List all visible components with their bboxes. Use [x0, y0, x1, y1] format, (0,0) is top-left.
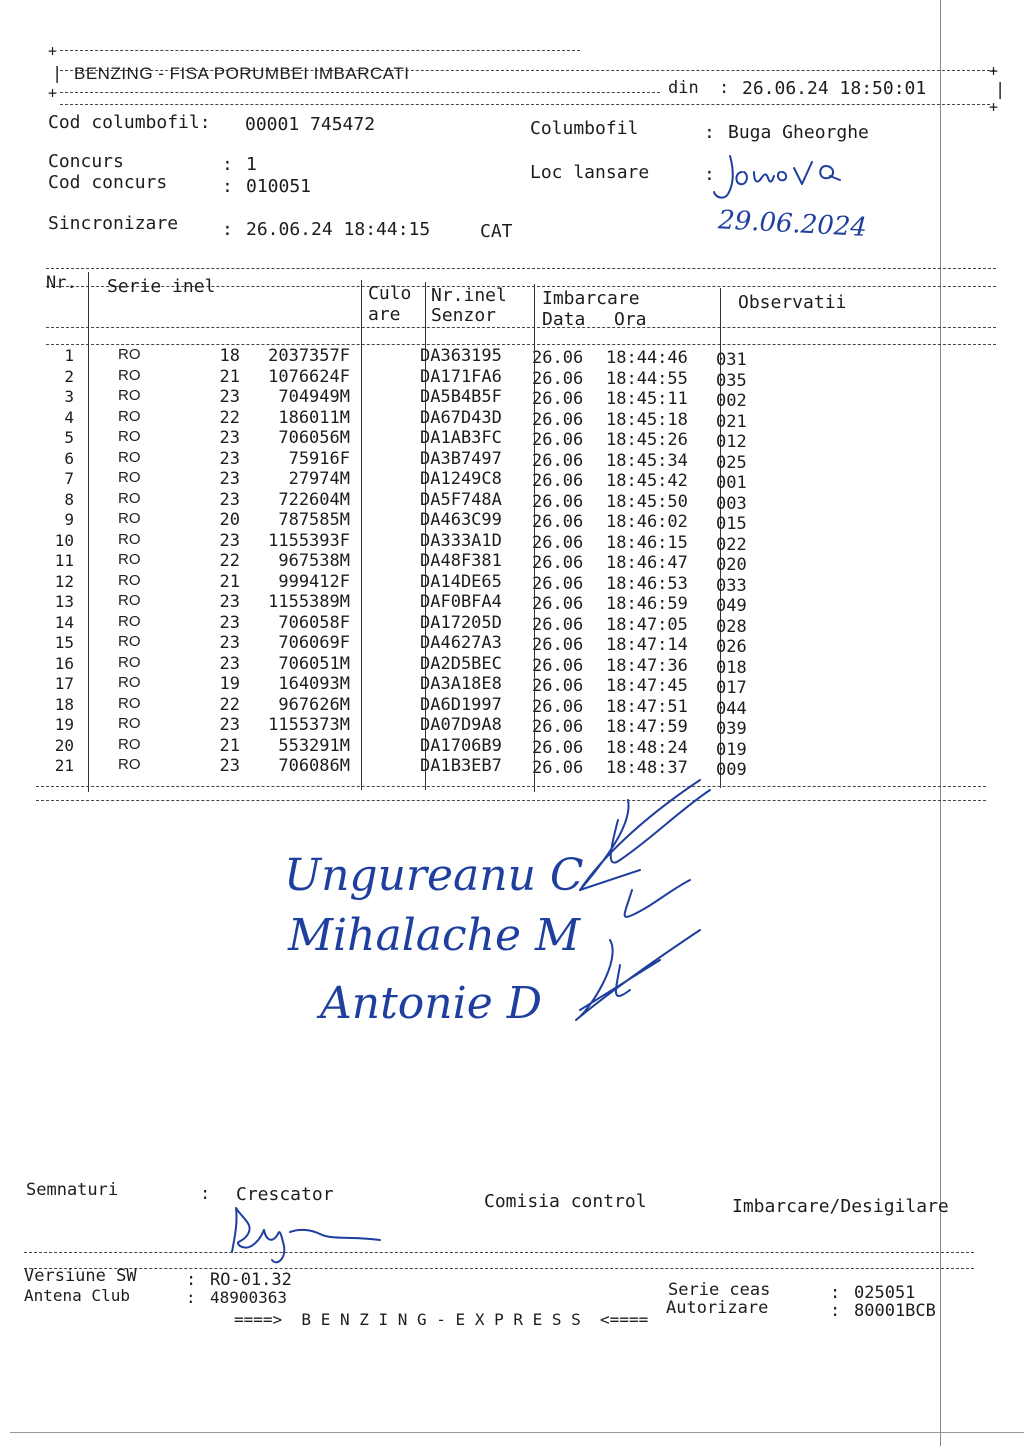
boarding-date: 26.06 [532, 450, 584, 471]
observation: 002 [716, 391, 747, 411]
sensor-id: DA3B7497 [420, 448, 502, 469]
row-number: 12 [54, 571, 74, 591]
observation: 022 [716, 534, 747, 555]
boarding-date: 26.06 [532, 655, 584, 676]
ring-country: RO [118, 469, 141, 486]
observation: 035 [716, 370, 747, 391]
ring-year: 23 [219, 489, 240, 510]
ring-serial: 722604M [278, 489, 350, 510]
boarding-date: 26.06 [532, 389, 584, 409]
cod-concurs-label: Cod concurs [48, 172, 168, 193]
boarding-time: 18:45:11 [606, 389, 688, 409]
date-value: 26.06.24 18:50:01 [742, 78, 927, 99]
boarding-time: 18:45:26 [606, 430, 688, 450]
sincronizare-tz: CAT [480, 221, 513, 242]
boarding-date: 26.06 [532, 676, 584, 696]
page-title: BENZING - FISA PORUMBEI IMBARCATI [74, 64, 410, 83]
ring-serial: 706058F [278, 612, 350, 633]
row-number: 5 [64, 428, 74, 447]
sensor-id: DA1B3EB7 [420, 756, 502, 776]
ring-country: RO [118, 366, 141, 384]
ring-year: 23 [219, 448, 240, 469]
sensor-id: DA4627A3 [420, 633, 502, 653]
row-number: 21 [54, 756, 74, 775]
antena-label: Antena Club [24, 1286, 130, 1305]
ring-country: RO [118, 612, 141, 630]
ring-serial: 706051M [278, 653, 350, 674]
ring-year: 22 [219, 551, 240, 571]
page-bottom-line [10, 1432, 1024, 1433]
ring-year: 20 [219, 510, 240, 530]
versiune-colon: : [186, 1270, 197, 1290]
boarding-time: 18:47:45 [606, 676, 688, 696]
boarding-date: 26.06 [532, 553, 584, 573]
commission-name-1: Ungureanu C [284, 850, 584, 901]
row-number: 14 [54, 612, 74, 632]
date-label: din [668, 78, 699, 98]
boarding-time: 18:46:47 [606, 553, 688, 573]
ring-serial: 1155373M [268, 715, 350, 735]
boarding-time: 18:47:05 [606, 614, 688, 635]
ring-country: RO [118, 694, 141, 712]
ring-year: 21 [219, 366, 240, 387]
table-row [0, 571, 1024, 596]
boarding-time: 18:46:53 [606, 573, 688, 594]
cod-concurs-value: 010051 [246, 176, 312, 197]
boarding-time: 18:47:59 [606, 717, 688, 737]
footer-divider [24, 1252, 974, 1253]
sensor-id: DA67D43D [420, 407, 502, 428]
autorizare-colon: : [830, 1301, 841, 1321]
observation: 020 [716, 555, 747, 575]
ring-year: 23 [219, 756, 240, 776]
col-observatii-header: Observatii [738, 292, 847, 313]
ring-serial: 704949M [278, 387, 350, 407]
semnaturi-colon: : [200, 1184, 211, 1204]
sensor-id: DA07D9A8 [420, 715, 502, 735]
sensor-id: DA48F381 [420, 551, 502, 571]
row-number: 18 [54, 694, 74, 714]
ring-serial: 706086M [278, 756, 350, 776]
row-number: 1 [64, 346, 74, 365]
sensor-id: DAF0BFA4 [420, 592, 502, 612]
ring-country: RO [118, 428, 141, 445]
boarding-date: 26.06 [532, 635, 584, 655]
autorizare-label: Autorizare [666, 1298, 769, 1318]
ring-serial: 186011M [278, 407, 350, 428]
sensor-id: DA6D1997 [420, 694, 502, 715]
imbarcare-desigilare-label: Imbarcare/Desigilare [732, 1196, 949, 1217]
serie-ceas-label: Serie ceas [668, 1280, 771, 1300]
ring-serial: 967538M [278, 551, 350, 571]
boarding-date: 26.06 [532, 491, 584, 512]
ring-year: 23 [219, 530, 240, 551]
loc-lansare-label: Loc lansare [530, 162, 650, 183]
cod-columbofil-label: Cod columbofil: [48, 112, 211, 133]
footer-divider [24, 1268, 974, 1269]
ring-serial: 999412F [278, 571, 350, 592]
col-senzor-header-1: Nr.inel [431, 285, 507, 306]
observation: 009 [716, 760, 747, 780]
ring-year: 23 [219, 612, 240, 633]
table-row [0, 346, 1024, 370]
observation: 026 [716, 637, 747, 657]
ring-serial: 1076624F [268, 366, 350, 387]
boarding-date: 26.06 [532, 409, 584, 430]
boarding-time: 18:44:55 [606, 368, 688, 389]
col-culoare-header-2: are [368, 304, 401, 325]
boarding-date: 26.06 [532, 573, 584, 594]
observation: 015 [716, 514, 747, 534]
sincronizare-value: 26.06.24 18:44:15 [246, 219, 431, 240]
observation: 044 [716, 698, 747, 719]
boarding-date: 26.06 [532, 614, 584, 635]
concurs-colon: : [222, 154, 233, 175]
corner-mark: + [989, 98, 999, 116]
autorizare-value: 80001BCB [854, 1301, 936, 1321]
boarding-date: 26.06 [532, 348, 584, 368]
observation: 049 [716, 596, 747, 616]
boarding-time: 18:45:18 [606, 409, 688, 430]
serie-ceas-colon: : [830, 1283, 841, 1303]
boarding-time: 18:46:59 [606, 594, 688, 614]
columbofil-colon: : [704, 122, 715, 143]
sensor-id: DA2D5BEC [420, 653, 502, 674]
comisia-label: Comisia control [484, 1191, 647, 1212]
ring-country: RO [118, 715, 141, 732]
ring-country: RO [118, 592, 141, 609]
table-row [0, 469, 1024, 493]
date-colon: : [719, 78, 730, 98]
ring-serial: 27974M [288, 469, 350, 489]
boarding-time: 18:47:36 [606, 655, 688, 676]
boarding-date: 26.06 [532, 758, 584, 778]
row-number: 17 [54, 674, 74, 693]
crescator-label: Crescator [236, 1184, 334, 1205]
table-row [0, 551, 1024, 575]
loc-lansare-colon: : [704, 164, 715, 185]
observation: 031 [716, 350, 747, 370]
columbofil-value: Buga Gheorghe [728, 122, 869, 143]
col-serie-header: Serie inel [107, 276, 216, 297]
table-row [0, 612, 1024, 637]
ring-year: 21 [219, 735, 240, 756]
table-row [0, 510, 1024, 534]
ring-year: 23 [219, 387, 240, 407]
ring-year: 23 [219, 428, 240, 448]
ring-country: RO [118, 653, 141, 671]
serie-ceas-value: 025051 [854, 1283, 916, 1303]
handwritten-location-date [690, 150, 920, 250]
observation: 021 [716, 411, 747, 432]
row-number: 8 [64, 489, 74, 509]
col-imbarcare-header: Imbarcare [542, 288, 640, 309]
ring-year: 23 [219, 715, 240, 735]
ring-country: RO [118, 510, 141, 527]
boarding-date: 26.06 [532, 430, 584, 450]
table-row [0, 653, 1024, 678]
observation: 003 [716, 493, 747, 514]
ring-country: RO [118, 756, 141, 773]
border-mark: | [52, 64, 63, 84]
table-row [0, 715, 1024, 739]
corner-mark: + [48, 42, 58, 60]
sensor-id: DA333A1D [420, 530, 502, 551]
row-number: 16 [54, 653, 74, 673]
observation: 018 [716, 657, 747, 678]
commission-name-3: Antonie D [320, 978, 542, 1029]
ring-year: 19 [219, 674, 240, 694]
table-row [0, 407, 1024, 432]
boarding-time: 18:47:51 [606, 696, 688, 717]
row-number: 9 [64, 510, 74, 529]
boarding-date: 26.06 [532, 696, 584, 717]
observation: 039 [716, 719, 747, 739]
ring-country: RO [118, 633, 141, 650]
ring-country: RO [118, 551, 141, 568]
sensor-id: DA171FA6 [420, 366, 502, 387]
ring-country: RO [118, 674, 141, 691]
boarding-time: 18:45:50 [606, 491, 688, 512]
ring-year: 18 [219, 346, 240, 366]
sensor-id: DA3A18E8 [420, 674, 502, 694]
ring-year: 23 [219, 469, 240, 489]
table-row [0, 489, 1024, 514]
table-row [0, 674, 1024, 698]
sensor-id: DA14DE65 [420, 571, 502, 592]
antena-colon: : [186, 1288, 196, 1307]
boarding-date: 26.06 [532, 737, 584, 758]
ring-serial: 1155393F [268, 530, 350, 551]
concurs-label: Concurs [48, 151, 124, 172]
observation: 025 [716, 452, 747, 473]
sincronizare-colon: : [222, 219, 233, 240]
table-row [0, 694, 1024, 719]
ring-serial: 2037357F [268, 346, 350, 366]
sensor-id: DA1AB3FC [420, 428, 502, 448]
sincronizare-label: Sincronizare [48, 213, 179, 234]
observation: 033 [716, 575, 747, 596]
observation: 001 [716, 473, 747, 493]
table-row [0, 448, 1024, 473]
ring-serial: 706069F [278, 633, 350, 653]
ring-year: 23 [219, 653, 240, 674]
ring-serial: 787585M [278, 510, 350, 530]
observation: 017 [716, 678, 747, 698]
observation: 028 [716, 616, 747, 637]
row-number: 15 [54, 633, 74, 652]
row-number: 4 [64, 407, 74, 427]
boarding-time: 18:48:37 [606, 758, 688, 778]
col-nr-header: Nr. [46, 273, 77, 293]
row-number: 3 [64, 387, 74, 406]
border-mark: | [995, 80, 1006, 100]
table-row [0, 387, 1024, 411]
ring-year: 22 [219, 407, 240, 428]
row-number: 19 [54, 715, 74, 734]
ring-country: RO [118, 407, 141, 425]
ring-year: 23 [219, 633, 240, 653]
ring-serial: 1155389M [268, 592, 350, 612]
ring-serial: 75916F [288, 448, 350, 469]
col-ora-header: Ora [614, 309, 647, 330]
versiune-value: RO-01.32 [210, 1270, 292, 1290]
ring-country: RO [118, 530, 141, 548]
row-number: 6 [64, 448, 74, 468]
boarding-time: 18:47:14 [606, 635, 688, 655]
ring-country: RO [118, 346, 141, 363]
row-number: 11 [54, 551, 74, 570]
boarding-date: 26.06 [532, 471, 584, 491]
ring-year: 22 [219, 694, 240, 715]
versiune-label: Versiune SW [24, 1266, 137, 1286]
boarding-time: 18:46:15 [606, 532, 688, 553]
crescator-signature [220, 1200, 400, 1270]
boarding-date: 26.06 [532, 717, 584, 737]
cod-concurs-colon: : [222, 176, 233, 197]
sensor-id: DA1249C8 [420, 469, 502, 489]
boarding-time: 18:48:24 [606, 737, 688, 758]
concurs-value: 1 [246, 154, 257, 175]
ring-serial: 967626M [278, 694, 350, 715]
ring-year: 21 [219, 571, 240, 592]
semnaturi-label: Semnaturi [26, 1180, 119, 1200]
corner-mark: + [989, 62, 999, 80]
table-row [0, 428, 1024, 452]
brand-banner: ====> B E N Z I N G - E X P R E S S <==== [234, 1310, 649, 1329]
ring-serial: 553291M [278, 735, 350, 756]
col-data-header: Data [542, 309, 586, 330]
ring-country: RO [118, 489, 141, 507]
sensor-id: DA17205D [420, 612, 502, 633]
table-row [0, 366, 1024, 391]
observation: 012 [716, 432, 747, 452]
table-row [0, 633, 1024, 657]
ring-country: RO [118, 571, 141, 589]
ring-serial: 164093M [278, 674, 350, 694]
table-row [0, 530, 1024, 555]
boarding-time: 18:46:02 [606, 512, 688, 532]
boarding-time: 18:44:46 [606, 348, 688, 368]
ring-year: 23 [219, 592, 240, 612]
boarding-date: 26.06 [532, 532, 584, 553]
commission-signatures [280, 737, 780, 1040]
ring-serial: 706056M [278, 428, 350, 448]
boarding-date: 26.06 [532, 512, 584, 532]
cod-columbofil-value: 00001 745472 [245, 114, 376, 135]
row-number: 10 [54, 530, 74, 550]
col-senzor-header-2: Senzor [431, 305, 497, 326]
table-row [0, 592, 1024, 616]
ring-country: RO [118, 735, 141, 753]
sensor-id: DA363195 [420, 346, 502, 366]
ring-country: RO [118, 387, 141, 404]
row-number: 20 [54, 735, 74, 755]
handwritten-date: 29.06.2024 [717, 205, 868, 244]
sensor-id: DA5F748A [420, 489, 502, 510]
boarding-date: 26.06 [532, 368, 584, 389]
corner-mark: + [48, 84, 58, 102]
antena-value: 48900363 [210, 1288, 288, 1307]
sensor-id: DA1706B9 [420, 735, 502, 756]
sensor-id: DA5B4B5F [420, 387, 502, 407]
ring-country: RO [118, 448, 141, 466]
row-number: 2 [64, 366, 74, 386]
commission-name-2: Mihalache M [288, 910, 581, 961]
col-culoare-header-1: Culo [368, 283, 412, 304]
columbofil-label: Columbofil [530, 118, 639, 139]
boarding-time: 18:45:42 [606, 471, 688, 491]
boarding-time: 18:45:34 [606, 450, 688, 471]
row-number: 13 [54, 592, 74, 611]
sensor-id: DA463C99 [420, 510, 502, 530]
observation: 019 [716, 739, 747, 760]
row-number: 7 [64, 469, 74, 488]
boarding-date: 26.06 [532, 594, 584, 614]
